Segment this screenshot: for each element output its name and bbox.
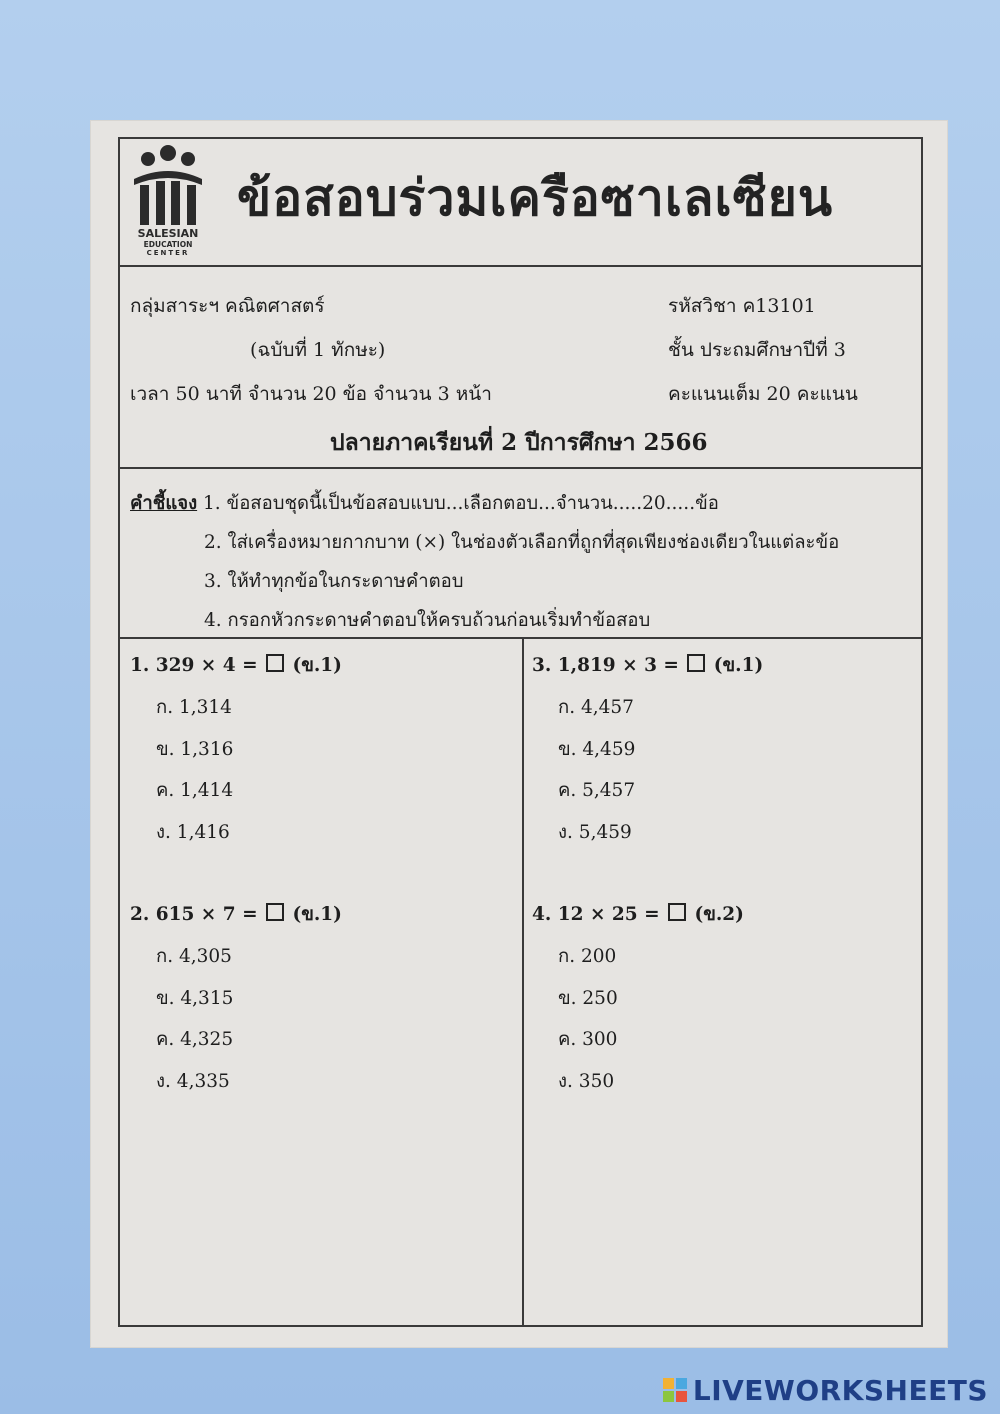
grade-level: ชั้น ประถมศึกษาปีที่ 3 — [668, 339, 846, 361]
edition: (ฉบับที่ 1 ทักษะ) — [250, 339, 386, 361]
instruction-item-1: 1. ข้อสอบชุดนี้เป็นข้อสอบแบบ...เลือกตอบ...จำนวน.....20.....ข้อ — [203, 493, 719, 514]
question-4-option-d[interactable]: ง. 350 — [558, 1071, 615, 1092]
logo-text-line2: EDUCATION — [143, 240, 193, 249]
exam-frame — [118, 137, 923, 1327]
instructions-label: คำชี้แจง — [130, 493, 198, 514]
course-code: รหัสวิชา ค13101 — [668, 295, 816, 317]
question-1-prefix: 1. 329 × 4 = — [130, 655, 265, 676]
question-3-option-b[interactable]: ข. 4,459 — [558, 739, 636, 760]
liveworksheets-text: LIVEWORKSHEETS — [692, 1374, 988, 1407]
question-1-option-a[interactable]: ก. 1,314 — [156, 697, 232, 718]
questions-grid — [120, 637, 921, 1325]
question-3 — [532, 651, 764, 843]
instructions — [120, 467, 921, 639]
exam-title: ข้อสอบร่วมเครือซาเลเซียน — [237, 168, 834, 227]
question-2-option-c[interactable]: ค. 4,325 — [156, 1029, 234, 1050]
exam-paper — [91, 121, 947, 1347]
question-2 — [130, 900, 342, 1092]
instruction-item-2: 2. ใส่เครื่องหมายกากบาท (×) ในช่องตัวเลือกที่ถูกที่สุดเพียงช่องเดียวในแต่ละข้อ — [204, 532, 840, 553]
question-4-option-b[interactable]: ข. 250 — [558, 988, 618, 1009]
question-2-option-d[interactable]: ง. 4,335 — [156, 1071, 230, 1092]
question-1-option-d[interactable]: ง. 1,416 — [156, 822, 230, 843]
question-3-indicator: (ข.1) — [707, 655, 764, 676]
subject-group: กลุ่มสาระฯ คณิตศาสตร์ — [130, 295, 325, 317]
question-3-option-c[interactable]: ค. 5,457 — [558, 780, 636, 801]
question-1 — [130, 651, 342, 843]
question-2-option-a[interactable]: ก. 4,305 — [156, 946, 232, 967]
salesian-logo — [126, 145, 210, 257]
question-1-option-b[interactable]: ข. 1,316 — [156, 739, 234, 760]
question-2-prefix: 2. 615 × 7 = — [130, 904, 265, 925]
answer-box — [687, 654, 705, 672]
exam-header — [120, 139, 921, 267]
question-4-prefix: 4. 12 × 25 = — [532, 904, 667, 925]
semester-heading: ปลายภาคเรียนที่ 2 ปีการศึกษา 2566 — [330, 429, 708, 456]
logo-text-line3: CENTER — [146, 249, 190, 257]
people-logo-icon — [126, 145, 210, 229]
instruction-item-4: 4. กรอกหัวกระดาษคำตอบให้ครบถ้วนก่อนเริ่มทำข้อสอบ — [204, 610, 651, 631]
question-2-option-b[interactable]: ข. 4,315 — [156, 988, 234, 1009]
column-divider — [522, 637, 524, 1325]
question-3-option-d[interactable]: ง. 5,459 — [558, 822, 632, 843]
liveworksheets-logo-icon — [663, 1378, 689, 1404]
question-1-option-c[interactable]: ค. 1,414 — [156, 780, 234, 801]
answer-box — [266, 654, 284, 672]
question-2-indicator: (ข.1) — [286, 904, 342, 925]
question-4-option-a[interactable]: ก. 200 — [558, 946, 617, 967]
question-3-prefix: 3. 1,819 × 3 = — [532, 655, 686, 676]
exam-info — [120, 265, 921, 469]
full-score: คะแนนเต็ม 20 คะแนน — [668, 383, 858, 405]
question-4 — [532, 900, 744, 1092]
time-and-count: เวลา 50 นาที จำนวน 20 ข้อ จำนวน 3 หน้า — [130, 383, 492, 405]
instruction-item-3: 3. ให้ทำทุกข้อในกระดาษคำตอบ — [204, 571, 464, 592]
question-4-indicator: (ข.2) — [688, 904, 744, 925]
question-3-option-a[interactable]: ก. 4,457 — [558, 697, 634, 718]
answer-box — [668, 903, 686, 921]
question-1-indicator: (ข.1) — [286, 655, 342, 676]
question-4-option-c[interactable]: ค. 300 — [558, 1029, 618, 1050]
logo-text-line1: SALESIAN — [137, 227, 199, 240]
answer-box — [266, 903, 284, 921]
liveworksheets-watermark — [663, 1374, 988, 1407]
